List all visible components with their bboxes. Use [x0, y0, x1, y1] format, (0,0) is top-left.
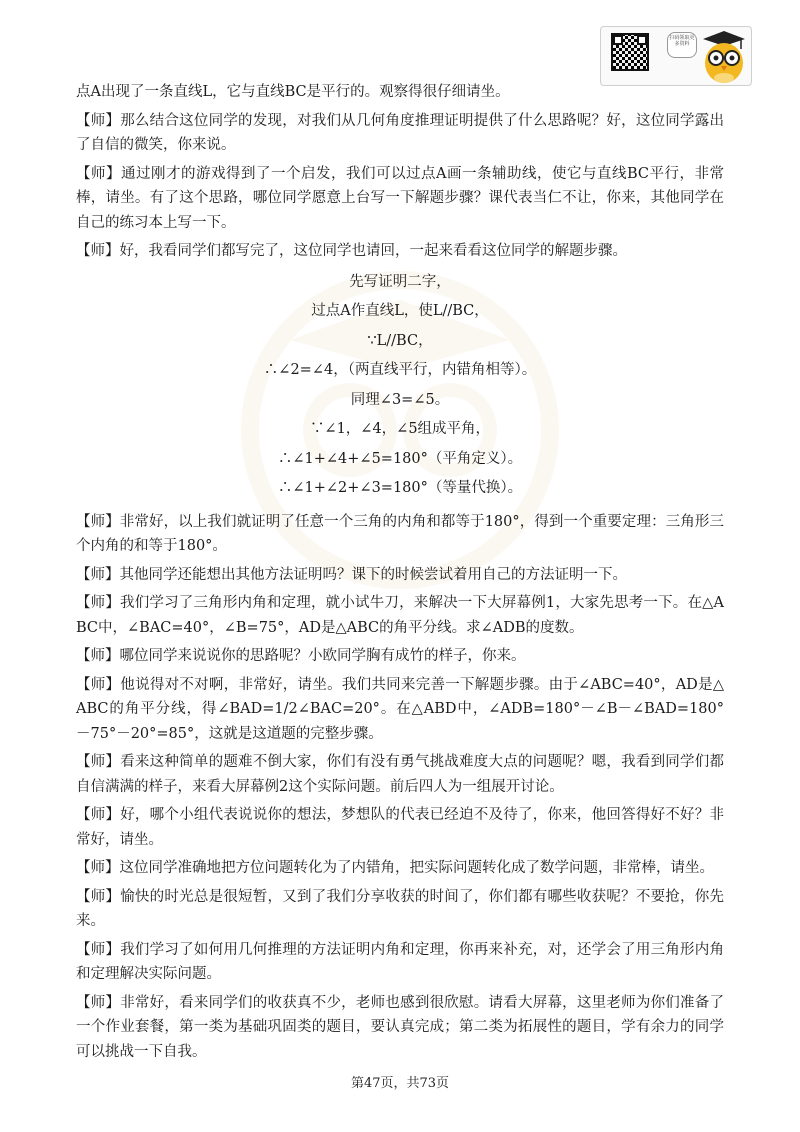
proof-line: ∴∠2=∠4，（两直线平行，内错角相等）。 — [263, 362, 537, 378]
paragraph: 【师】非常好，看来同学们的收获真不少，老师也感到很欣慰。请看大屏幕，这里老师为你们准备了一个作业套餐，第一类为基础巩固类的题目，要认真完成；第二类为拓展性的题目，学有余力的同学可以挑战一下自我。 — [76, 994, 724, 1060]
proof-line: 先写证明二字， — [349, 273, 451, 290]
proof-line: ∵∠1，∠4，∠5组成平角， — [309, 421, 491, 437]
paragraph: 【师】好，哪个小组代表说说你的想法，梦想队的代表已经迫不及待了，你来，他回答得好不好？非常好，请坐。 — [76, 807, 724, 848]
proof-line: ∵L//BC， — [367, 332, 433, 349]
paragraph: 【师】愉快的时光总是很短暂，又到了我们分享收获的时间了，你们都有哪些收获呢？不要抢，你先来。 — [76, 888, 724, 929]
paragraph: 【师】好，我看同学们都写完了，这位同学也请回，一起来看看这位同学的解题步骤。 — [76, 243, 627, 259]
document-body — [76, 80, 724, 1068]
paragraph: 【师】其他同学还能想出其他方法证明吗？课下的时候尝试着用自己的方法证明一下。 — [76, 566, 627, 583]
paragraph: 【师】我们学习了如何用几何推理的方法证明内角和定理，你再来补充，对，还学会了用三角形内角和定理解决实际问题。 — [76, 941, 724, 982]
paragraph: 【师】这位同学准确地把方位问题转化为了内错角，把实际问题转化成了数学问题，非常棒，请坐。 — [76, 860, 714, 876]
proof-line: 过点A作直线L，使L//BC， — [311, 303, 489, 319]
proof-line: ∴∠1+∠2+∠3=180°（等量代换）。 — [277, 480, 523, 496]
page-footer — [0, 1072, 800, 1091]
paragraph: 【师】哪位同学来说说你的思路呢？小欧同学胸有成竹的样子，你来。 — [76, 648, 526, 664]
page-number: 第47页，共73页 — [350, 1076, 450, 1091]
bubble-text: 扫码领取更多资料 — [669, 35, 695, 47]
paragraph: 点A出现了一条直线L，它与直线BC是平行的。观察得很仔细请坐。 — [76, 84, 510, 100]
proof-line: 同理∠3=∠5。 — [350, 391, 450, 408]
speech-bubble — [667, 32, 697, 58]
header-badge[interactable] — [600, 26, 752, 86]
owl-mascot-icon — [701, 29, 747, 85]
paragraph: 【师】他说得对不对啊，非常好，请坐。我们共同来完善一下解题步骤。由于∠ABC=40°，AD是△ABC的角平分线，得∠BAD=1/2∠BAC=20°。在△ABD中，∠ADB=180°－∠B－∠BAD=180°－75°－20°=85°，这就是这道题的完整步骤。 — [76, 676, 724, 742]
paragraph: 【师】我们学习了三角形内角和定理，就小试牛刀，来解决一下大屏幕例1，大家先思考一下。在△ABC中，∠BAC=40°，∠B=75°，AD是△ABC的角平分线。求∠ADB的度数。 — [76, 595, 724, 636]
qr-code-icon[interactable] — [611, 33, 649, 71]
paragraph: 【师】看来这种简单的题难不倒大家，你们有没有勇气挑战难度大点的问题呢？嗯，我看到同学们都自信满满的样子，来看大屏幕例2这个实际问题。前后四人为一组展开讨论。 — [76, 754, 724, 795]
paragraph: 【师】那么结合这位同学的发现，对我们从几何角度推理证明提供了什么思路呢？好，这位同学露出了自信的微笑，你来说。 — [76, 112, 724, 153]
proof-line: ∴∠1+∠4+∠5=180°（平角定义）。 — [277, 450, 523, 467]
paragraph: 【师】非常好，以上我们就证明了任意一个三角的内角和都等于180°，得到一个重要定理：三角形三个内角的和等于180°。 — [76, 513, 724, 554]
paragraph: 【师】通过刚才的游戏得到了一个启发，我们可以过点A画一条辅助线，使它与直线BC平行，非常棒，请坐。有了这个思路，哪位同学愿意上台写一下解题步骤？课代表当仁不让，你来，其他同学在自己的练习本上写一下。 — [76, 165, 724, 231]
proof-block — [76, 268, 724, 504]
